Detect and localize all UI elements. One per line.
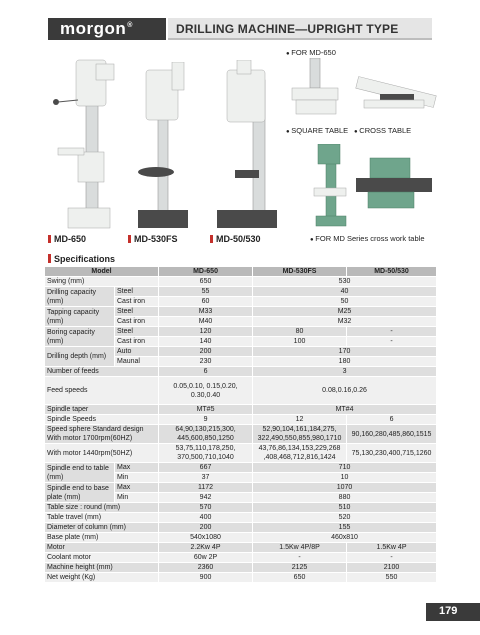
row-label: Drilling capacity (mm)	[45, 287, 115, 307]
row-label: Net weight (Kg)	[45, 573, 159, 583]
specifications-heading: Specifications	[48, 254, 115, 264]
cell: M25	[253, 307, 437, 317]
sub-label: Maunal	[115, 357, 159, 367]
table-row	[45, 533, 437, 543]
sub-label: Cast iron	[115, 297, 159, 307]
for-md650-caption: ● FOR MD-650	[286, 48, 336, 57]
sub-label: Cast iron	[115, 317, 159, 327]
sub-label: Max	[115, 483, 159, 493]
row-label: Machine height (mm)	[45, 563, 159, 573]
cell: 667	[159, 463, 253, 473]
cell: 510	[253, 503, 437, 513]
cell: 12	[253, 415, 347, 425]
row-label: Swing (mm)	[45, 277, 159, 287]
model-label-md530fs: MD-530FS	[128, 234, 178, 244]
row-label: Spindle end to base plate (mm)	[45, 483, 115, 503]
cell: 6	[159, 367, 253, 377]
cell: 0.05,0.10, 0.15,0.20, 0.30,0.40	[159, 377, 253, 405]
table-row	[45, 444, 437, 463]
cell: 200	[159, 523, 253, 533]
row-label: Number of feeds	[45, 367, 159, 377]
cell: -	[347, 337, 437, 347]
table-row	[45, 347, 437, 357]
md-50-530-photo	[205, 60, 285, 232]
cell: 540x1080	[159, 533, 253, 543]
table-row	[45, 503, 437, 513]
cell: 9	[159, 415, 253, 425]
cell: 650	[159, 277, 253, 287]
row-label: Base plate (mm)	[45, 533, 159, 543]
cell: 80	[253, 327, 347, 337]
table-row	[45, 523, 437, 533]
header-md650: MD-650	[159, 267, 253, 277]
cell: 6	[347, 415, 437, 425]
cell: -	[253, 553, 347, 563]
cell: 40	[253, 287, 437, 297]
cell: 460x810	[253, 533, 437, 543]
cell: M40	[159, 317, 253, 327]
cell: 0.08,0.16,0.26	[253, 377, 437, 405]
table-row	[45, 463, 437, 473]
cell: 550	[347, 573, 437, 583]
table-row	[45, 405, 437, 415]
row-label: Tapping capacity (mm)	[45, 307, 115, 327]
row-label: Feed speeds	[45, 377, 159, 405]
cell: MT#4	[253, 405, 437, 415]
page-number: 179	[439, 605, 458, 617]
cross-work-table-photo-1	[310, 144, 350, 228]
table-row	[45, 307, 437, 317]
table-row	[45, 415, 437, 425]
cell: 3	[253, 367, 437, 377]
header-md50-530: MD-50/530	[347, 267, 437, 277]
table-row	[45, 377, 437, 405]
cell: 50	[253, 297, 437, 307]
square-table-photo	[286, 58, 346, 120]
table-row	[45, 543, 437, 553]
square-table-caption: ● SQUARE TABLE	[286, 126, 348, 135]
cell: 60w 2P	[159, 553, 253, 563]
header-model: Model	[45, 267, 159, 277]
model-label-md50-530: MD-50/530	[210, 234, 261, 244]
table-header-row	[45, 267, 437, 277]
cell: 155	[253, 523, 437, 533]
cell: 64,90,130,215,300, 445,600,850,1250	[159, 425, 253, 444]
cell: 530	[253, 277, 437, 287]
cell: M32	[253, 317, 437, 327]
cell: 170	[253, 347, 437, 357]
cross-work-table-caption: ● FOR MD Series cross work table	[310, 234, 425, 243]
row-label: Motor	[45, 543, 159, 553]
table-row	[45, 553, 437, 563]
cell: 90,160,280,485,860,1515	[347, 425, 437, 444]
cross-table-photo	[350, 60, 440, 120]
cell: 37	[159, 473, 253, 483]
cross-table-caption: ● CROSS TABLE	[354, 126, 411, 135]
cell: 2125	[253, 563, 347, 573]
cell: MT#5	[159, 405, 253, 415]
cell: 120	[159, 327, 253, 337]
page-header	[0, 18, 480, 40]
cell: 1.5Kw 4P/8P	[253, 543, 347, 553]
sub-label: Steel	[115, 307, 159, 317]
cell: 942	[159, 493, 253, 503]
row-label: Spindle Speeds	[45, 415, 159, 425]
cell: 1.5Kw 4P	[347, 543, 437, 553]
cell: 140	[159, 337, 253, 347]
cell: 53,75,110,178,250, 370,500,710,1040	[159, 444, 253, 463]
cell: 75,130,230,400,715,1260	[347, 444, 437, 463]
cell: 880	[253, 493, 437, 503]
cell: 55	[159, 287, 253, 297]
cell: 43,76,86,134,153,229,268 ,408,468,712,816,1424	[253, 444, 347, 463]
cell: 180	[253, 357, 437, 367]
table-row	[45, 483, 437, 493]
cell: 100	[253, 337, 347, 347]
cell: 520	[253, 513, 437, 523]
sub-label: Auto	[115, 347, 159, 357]
table-row	[45, 367, 437, 377]
cell: -	[347, 327, 437, 337]
cell: 1070	[253, 483, 437, 493]
table-row	[45, 327, 437, 337]
table-row	[45, 563, 437, 573]
cell: 2.2Kw 4P	[159, 543, 253, 553]
row-label: Diameter of column (mm)	[45, 523, 159, 533]
cell: 570	[159, 503, 253, 513]
cell: 2100	[347, 563, 437, 573]
specifications-table	[44, 266, 437, 583]
sub-label: Steel	[115, 287, 159, 297]
sub-label: Max	[115, 463, 159, 473]
row-label: Spindle end to table (mm)	[45, 463, 115, 483]
cross-work-table-photo-2	[354, 154, 434, 214]
md-530fs-photo	[128, 62, 198, 232]
sub-label: Cast iron	[115, 337, 159, 347]
sub-label: Min	[115, 473, 159, 483]
table-row	[45, 425, 437, 444]
row-label: Spindle taper	[45, 405, 159, 415]
model-label-md650: MD-650	[48, 234, 86, 244]
row-label: Table size : round (mm)	[45, 503, 159, 513]
row-label: Speed sphere Standard design With motor 1700rpm(60HZ)	[45, 425, 159, 444]
cell: 230	[159, 357, 253, 367]
cell: 1172	[159, 483, 253, 493]
page-title: DRILLING MACHINE—UPRIGHT TYPE	[176, 22, 399, 36]
row-label: Drilling depth (mm)	[45, 347, 115, 367]
cell: 10	[253, 473, 437, 483]
row-label: Table travel (mm)	[45, 513, 159, 523]
row-label: Boring capacity (mm)	[45, 327, 115, 347]
cell: -	[347, 553, 437, 563]
cell: 200	[159, 347, 253, 357]
table-row	[45, 287, 437, 297]
cell: 710	[253, 463, 437, 473]
sub-label: Steel	[115, 327, 159, 337]
table-row	[45, 277, 437, 287]
table-row	[45, 513, 437, 523]
cell: 60	[159, 297, 253, 307]
cell: 650	[253, 573, 347, 583]
cell: 52,90,104,161,184,275, 322,490,550,855,980,1710	[253, 425, 347, 444]
header-md530fs: MD-530FS	[253, 267, 347, 277]
md-650-photo	[48, 52, 128, 232]
cell: 900	[159, 573, 253, 583]
row-label: Coolant motor	[45, 553, 159, 563]
brand-logo: morgon®	[60, 19, 133, 38]
cell: 400	[159, 513, 253, 523]
row-label: With motor 1440rpm(50HZ)	[45, 444, 159, 463]
table-row	[45, 573, 437, 583]
sub-label: Min	[115, 493, 159, 503]
cell: 2360	[159, 563, 253, 573]
cell: M33	[159, 307, 253, 317]
